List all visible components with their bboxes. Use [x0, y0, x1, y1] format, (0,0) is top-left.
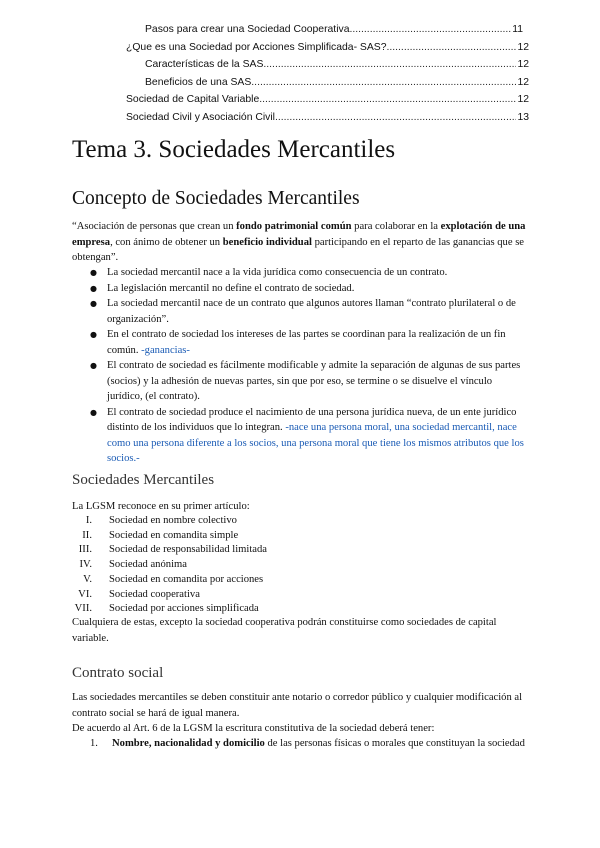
list-item-note: -ganancias-	[141, 344, 190, 356]
toc-entry-page: 12	[517, 94, 529, 105]
toc-entry[interactable]	[145, 59, 529, 70]
sociedades-roman-list	[72, 514, 528, 617]
list-item-text: Sociedad cooperativa	[109, 588, 200, 600]
toc-entry[interactable]	[126, 94, 529, 105]
list-item-text: Sociedad en comandita por acciones	[109, 573, 264, 585]
definition-quote	[72, 219, 528, 266]
toc-entry-page: 12	[517, 59, 529, 70]
quote-part: , con ánimo de obtener un	[110, 236, 223, 248]
list-item-text: Sociedad anónima	[109, 559, 187, 571]
bullet-icon: ●	[90, 268, 97, 277]
quote-bold: beneficio individual	[222, 236, 312, 248]
list-item	[72, 558, 528, 573]
toc-leader	[251, 77, 516, 88]
quote-part: para colaborar en la	[351, 221, 441, 232]
toc-entry-page: 11	[512, 24, 523, 35]
contrato-paragraph-1: Las sociedades mercantiles se deben constituir ante notario o corredor público y cualquier modificación al contrato social se hará de igual manera.	[72, 692, 523, 719]
list-item	[72, 529, 528, 544]
sociedades-intro: La LGSM reconoce en su primer artículo:	[72, 501, 250, 512]
quote-bold: explotación de una empresa	[72, 221, 526, 248]
toc-entry[interactable]	[126, 112, 529, 123]
list-item	[90, 281, 528, 297]
toc-entry[interactable]	[145, 24, 523, 35]
list-item-text: El contrato de sociedad produce el nacimiento de una persona jurídica nueva, de un ente jurídico distinto de los individuos que lo integran.	[107, 406, 517, 433]
list-item	[90, 265, 528, 281]
list-item-note: -nace una persona moral, una sociedad mercantil, nace como una persona diferente a los socios, una persona moral que tiene los mismos atributos que los socios.-	[107, 422, 524, 464]
toc-entry-page: 12	[517, 76, 529, 88]
list-item-text: Sociedad por acciones simplificada	[109, 603, 259, 615]
list-item-text: La sociedad mercantil nace de un contrato que algunos autores llaman “contrato plurilateral o de organización”.	[107, 298, 516, 325]
list-number: 1.	[90, 738, 98, 749]
section-title-sociedades: Sociedades Mercantiles	[72, 472, 215, 488]
bullet-icon: ●	[90, 407, 97, 417]
bullet-icon: ●	[90, 330, 97, 339]
list-item-text: La legislación mercantil no define el contrato de sociedad.	[107, 282, 355, 294]
toc-entry-title: Pasos para crear una Sociedad Cooperativa	[145, 24, 350, 35]
contrato-paragraph-2: De acuerdo al Art. 6 de la LGSM la escritura constitutiva de la sociedad deberá tener:	[72, 723, 435, 734]
toc-leader	[275, 112, 516, 123]
toc-leader	[263, 59, 516, 70]
quote-part: “Asociación de personas que crean un	[72, 221, 237, 232]
toc-leader	[349, 24, 511, 35]
list-item-text: de las personas físicas o morales que constituyan la sociedad	[264, 738, 525, 749]
list-item-text: Sociedad de responsabilidad limitada	[109, 544, 267, 556]
list-item-text: El contrato de sociedad es fácilmente modificable y admite la separación de algunas de sus partes (socios) y la adhesión de nuevas partes, sin que por eso, se termine o se disuelve el vínculo jurídico, (el contrato).	[107, 360, 521, 402]
bullet-icon: ●	[90, 299, 97, 308]
list-number: VI.	[78, 588, 92, 600]
toc-entry-title: Características de la SAS	[145, 59, 264, 70]
list-item-text: En el contrato de sociedad los intereses de las partes se coordinan para la realización de un fin común.	[107, 329, 506, 356]
quote-part: participando en el reparto de las ganancias que se obtengan”.	[72, 236, 525, 263]
list-item	[90, 405, 528, 467]
list-item	[72, 573, 528, 588]
sociedades-outro: Cualquiera de estas, excepto la sociedad cooperativa podrán constituirse como sociedades de capital variable.	[72, 617, 497, 644]
toc-entry-title: ¿Que es una Sociedad por Acciones Simplificada- SAS?	[126, 41, 387, 53]
list-item	[90, 358, 528, 405]
section-title-contrato: Contrato social	[72, 665, 164, 681]
list-item	[90, 327, 528, 358]
toc-entry-page: 12	[517, 41, 529, 53]
toc-entry-title: Sociedad de Capital Variable	[126, 94, 260, 105]
quote-bold: fondo patrimonial común	[236, 221, 352, 232]
toc-entry-page: 13	[517, 111, 529, 123]
toc-leader	[387, 42, 517, 53]
list-item-text: Sociedad en nombre colectivo	[109, 515, 237, 526]
list-item	[72, 543, 528, 558]
section-title-concepto: Concepto de Sociedades Mercantiles	[72, 188, 360, 209]
list-item-text: La sociedad mercantil nace a la vida jurídica como consecuencia de un contrato.	[107, 267, 448, 278]
list-item	[72, 588, 528, 603]
list-number: VII.	[74, 603, 92, 615]
list-number: III.	[78, 544, 92, 556]
list-item	[72, 514, 528, 529]
toc-entry[interactable]	[145, 77, 529, 88]
toc-leader	[259, 94, 516, 105]
concepto-bullet-list	[90, 265, 528, 467]
list-number: II.	[82, 529, 92, 541]
toc-entry[interactable]	[126, 42, 529, 53]
contrato-numbered-list	[90, 736, 528, 752]
list-item-bold: Nombre, nacionalidad y domicilio	[112, 738, 265, 749]
toc-entry-title: Beneficios de una SAS	[145, 76, 252, 88]
list-number: I.	[85, 515, 92, 526]
list-item	[90, 296, 528, 327]
bullet-icon: ●	[90, 361, 97, 370]
bullet-icon: ●	[90, 283, 97, 293]
list-number: V.	[83, 573, 92, 585]
list-item-text: Sociedad en comandita simple	[109, 529, 239, 541]
toc-entry-title: Sociedad Civil y Asociación Civil	[126, 111, 275, 123]
chapter-title: Tema 3. Sociedades Mercantiles	[72, 136, 396, 163]
list-number: IV.	[79, 559, 92, 571]
list-item	[90, 736, 528, 752]
